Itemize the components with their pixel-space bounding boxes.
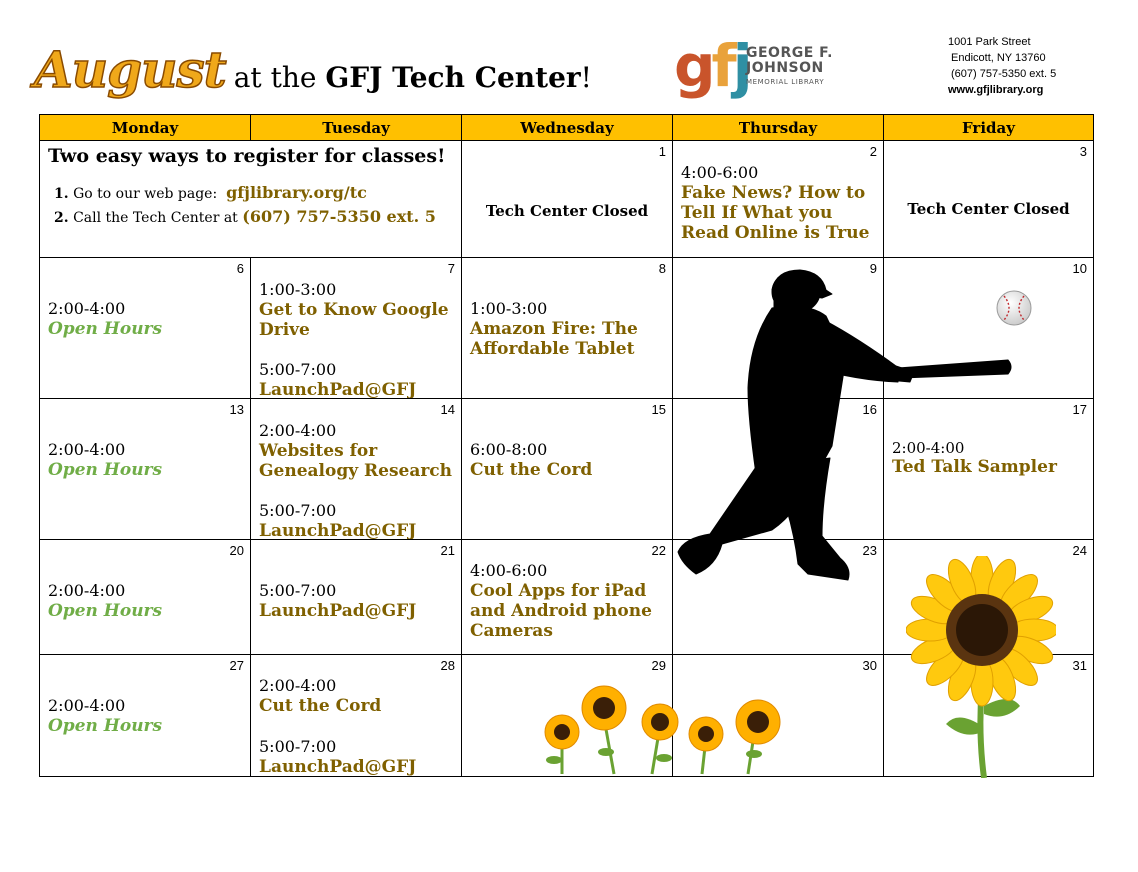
event [259,737,416,777]
day-number: 2 [869,144,877,159]
day-number: 3 [1079,144,1087,159]
event [470,440,592,480]
event-time: 4:00-6:00 [681,163,759,182]
event [259,501,416,540]
event-name: Open Hours [48,460,163,480]
day-number: 7 [447,261,455,276]
event-time: 2:00-4:00 [48,299,126,318]
baseball-icon [996,290,1032,326]
event [48,299,162,339]
day-number: 30 [862,658,877,673]
closed-notice: Tech Center Closed [485,202,649,220]
library-logo [674,32,844,102]
day-number: 20 [229,543,244,558]
closed-notice: Tech Center Closed [907,200,1070,218]
event-name: Open Hours [48,319,163,339]
day-cell-22 [461,539,673,655]
day-cell-21 [250,539,462,655]
day-number: 16 [862,402,877,417]
event [259,676,381,716]
day-number: 8 [658,261,666,276]
day-cell-13 [39,398,251,540]
day-number: 14 [440,402,455,417]
event [48,440,162,480]
day-number: 15 [651,402,666,417]
event [259,280,454,340]
event [470,561,665,641]
event-time: 1:00-3:00 [259,280,337,299]
gfj-logo-mark: gfj [674,32,749,100]
event-name: Amazon Fire: The Affordable Tablet [470,319,638,359]
library-subtitle: MEMORIAL LIBRARY [746,78,825,86]
event-name: Websites for Genealogy Research [259,441,453,481]
event-name: LaunchPad@GFJ [259,757,417,777]
register-step-2: 2. Call the Tech Center at (607) 757-5350 ext. 5 [54,207,436,226]
event [48,696,162,736]
weekday-wednesday: Wednesday [461,114,673,141]
day-cell-8 [461,257,673,399]
event-name: LaunchPad@GFJ [259,601,417,621]
page-title [34,40,592,110]
event-time: 2:00-4:00 [259,676,337,695]
event [681,163,871,243]
day-number: 9 [869,261,877,276]
event-time: 2:00-4:00 [259,421,337,440]
event-time: 2:00-4:00 [48,440,126,459]
day-cell-27 [39,654,251,777]
day-number: 10 [1072,261,1087,276]
event-time: 1:00-3:00 [470,299,548,318]
day-number: 6 [236,261,244,276]
address-street: 1001 Park Street [948,36,1031,48]
day-cell-3 [883,140,1094,258]
register-info [39,140,462,258]
day-number: 23 [862,543,877,558]
day-number: 29 [651,658,666,673]
weekday-friday: Friday [883,114,1094,141]
day-number: 17 [1072,402,1087,417]
event [48,581,162,621]
day-cell-6 [39,257,251,399]
title-text: at the GFJ Tech Center! [233,61,592,94]
event-time: 5:00-7:00 [259,581,337,600]
address-block [948,34,1056,98]
day-number: 31 [1072,658,1087,673]
library-name: GEORGE F. JOHNSON [746,45,833,76]
event-name: Cut the Cord [470,460,593,480]
day-number: 22 [651,543,666,558]
event-time: 4:00-6:00 [470,561,548,580]
event-name: Cut the Cord [259,696,382,716]
event [259,421,454,481]
event-name: Fake News? How to Tell If What you Read Online is True [681,183,870,243]
event-time: 5:00-7:00 [259,501,337,520]
weekday-thursday: Thursday [672,114,884,141]
day-cell-28 [250,654,462,777]
address-phone: (607) 757-5350 ext. 5 [951,68,1057,80]
register-link[interactable]: gfjlibrary.org/tc [226,183,367,202]
day-number: 21 [440,543,455,558]
day-cell-14 [250,398,462,540]
event [259,360,416,399]
day-cell-15 [461,398,673,540]
event [470,299,665,359]
month-title: August [34,40,226,99]
event-name: Get to Know Google Drive [259,300,449,340]
day-number: 28 [440,658,455,673]
sunflower-icon [906,556,1056,778]
day-cell-20 [39,539,251,655]
day-cell-2 [672,140,884,258]
event-time: 5:00-7:00 [259,360,337,379]
day-number: 24 [1072,543,1087,558]
event [259,581,416,621]
day-cell-1 [461,140,673,258]
event-name: Open Hours [48,716,163,736]
event-time: 6:00-8:00 [470,440,548,459]
event-name: Open Hours [48,601,163,621]
event-time: 2:00-4:00 [892,439,965,457]
event-time: 5:00-7:00 [259,737,337,756]
sunflower-row-icon [540,682,790,776]
baseball-batter-silhouette [676,268,1021,584]
event-name: Ted Talk Sampler [892,457,1057,477]
weekday-tuesday: Tuesday [250,114,462,141]
day-number: 1 [658,144,666,159]
day-number: 13 [229,402,244,417]
address-city: Endicott, NY 13760 [951,52,1046,64]
register-title: Two easy ways to register for classes! [48,145,446,167]
day-number: 27 [229,658,244,673]
register-step-1: 1. Go to our web page: gfjlibrary.org/tc [54,183,367,202]
event-name: Cool Apps for iPad and Android phone Cameras [470,581,652,641]
event-time: 2:00-4:00 [48,581,126,600]
event-name: LaunchPad@GFJ [259,521,417,540]
register-phone: (607) 757-5350 ext. 5 [242,207,436,226]
event-time: 2:00-4:00 [48,696,126,715]
day-cell-7 [250,257,462,399]
event-name: LaunchPad@GFJ [259,380,417,399]
weekday-monday: Monday [39,114,251,141]
address-website[interactable]: www.gfjlibrary.org [948,84,1044,96]
